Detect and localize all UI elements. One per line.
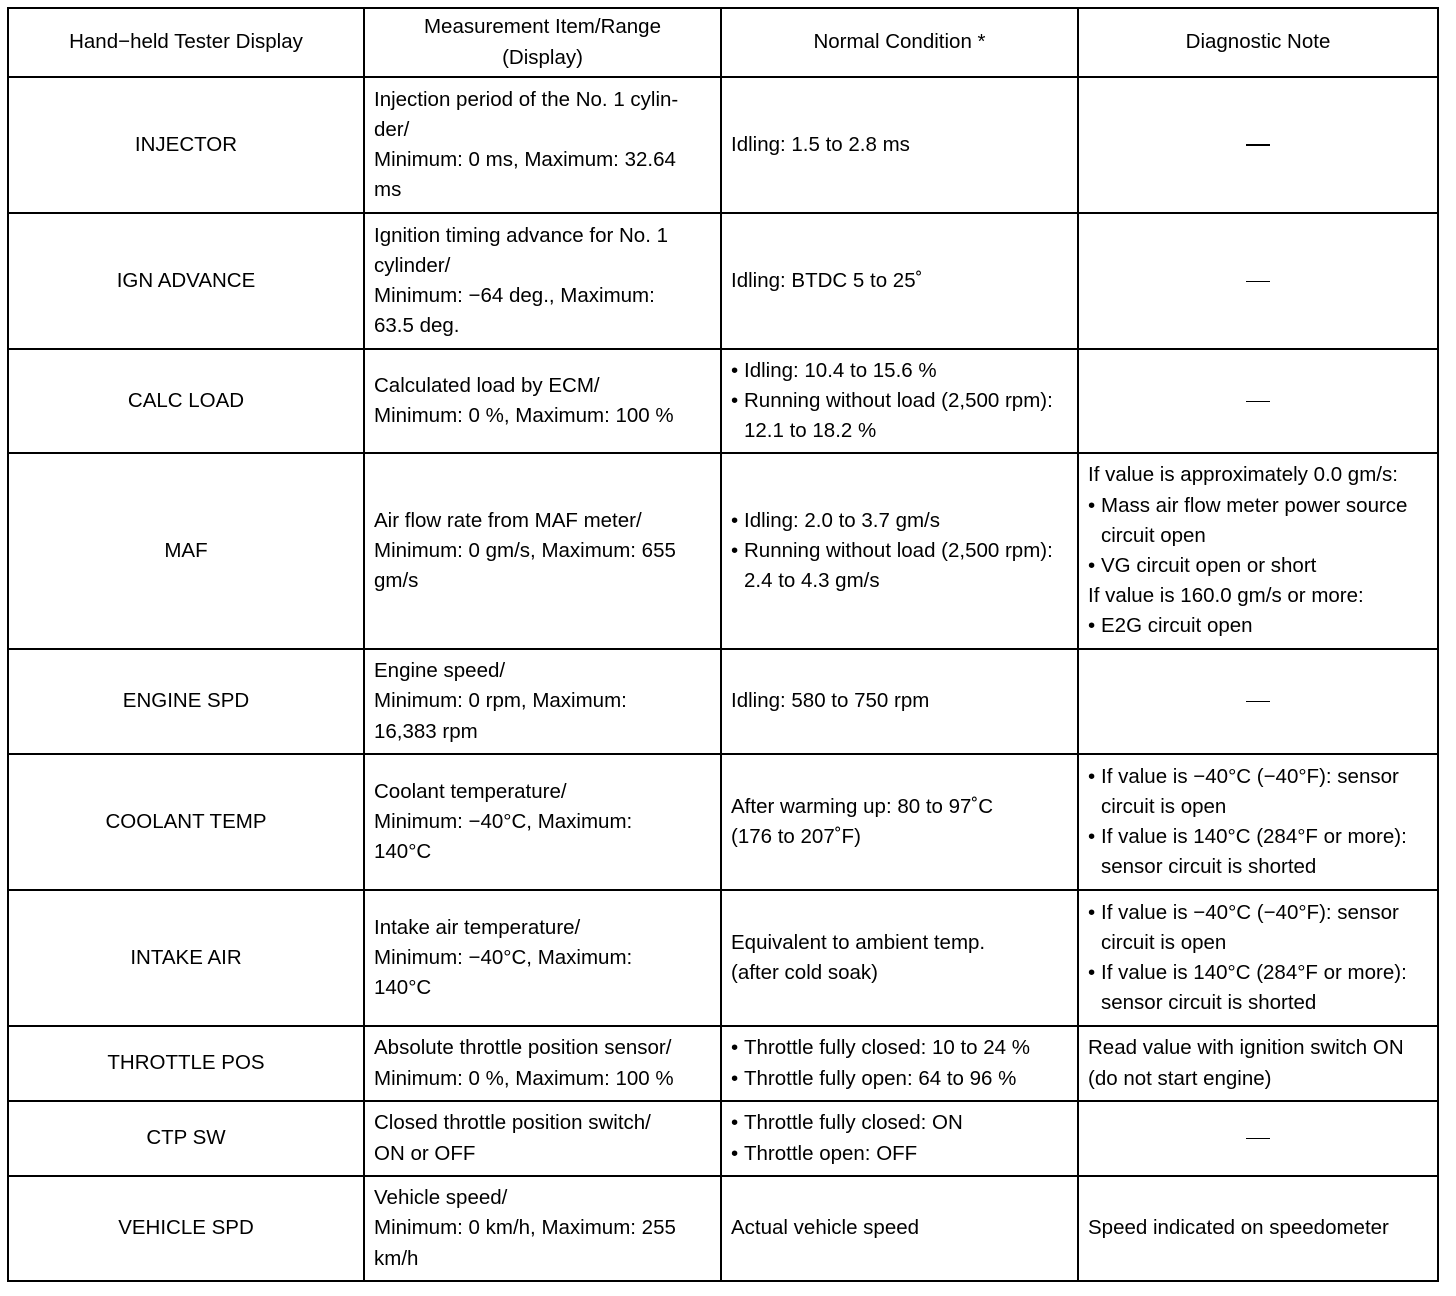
diagnostic-note-cell xyxy=(1078,649,1438,754)
measurement-item-cell: Intake air temperature/ Minimum: −40°C, Maximum: 140°C xyxy=(364,890,721,1026)
list-item: • If value is 140°C (284°F or more): sensor circuit is shorted xyxy=(1088,822,1428,882)
list-item: • If value is −40°C (−40°F): sensor circuit is open xyxy=(1088,762,1428,822)
list-item: • If value is 140°C (284°F or more): sensor circuit is shorted xyxy=(1088,958,1428,1018)
table-row xyxy=(8,754,1438,890)
normal-condition-cell: Actual vehicle speed xyxy=(721,1176,1078,1281)
tester-display-cell: CTP SW xyxy=(8,1101,364,1176)
dash-mark xyxy=(1246,401,1270,402)
header-diagnostic-note: Diagnostic Note xyxy=(1078,8,1438,77)
normal-condition-cell xyxy=(721,453,1078,649)
dash-mark xyxy=(1246,281,1270,282)
header-measurement-item: Measurement Item/Range (Display) xyxy=(364,8,721,77)
list-item: • Idling: 10.4 to 15.6 % xyxy=(731,356,1068,386)
table-row xyxy=(8,890,1438,1026)
list-item: • Throttle open: OFF xyxy=(731,1139,1068,1169)
table-row xyxy=(8,1101,1438,1176)
measurement-item-cell: Ignition timing advance for No. 1 cylinder/ Minimum: −64 deg., Maximum: 63.5 deg. xyxy=(364,213,721,349)
diagnostic-note-cell xyxy=(1078,213,1438,349)
list-item: • Throttle fully open: 64 to 96 % xyxy=(731,1064,1068,1094)
diagnostic-note-cell xyxy=(1078,754,1438,890)
tester-display-cell: INTAKE AIR xyxy=(8,890,364,1026)
list-item: • If value is −40°C (−40°F): sensor circuit is open xyxy=(1088,898,1428,958)
note-intro: If value is 160.0 gm/s or more: xyxy=(1088,584,1364,608)
list-item: • Throttle fully closed: 10 to 24 % xyxy=(731,1033,1068,1063)
diagnostic-note-cell xyxy=(1078,1101,1438,1176)
table-row xyxy=(8,1026,1438,1101)
diagnostic-note-cell xyxy=(1078,453,1438,649)
diagnostic-note-cell: Read value with ignition switch ON (do not start engine) xyxy=(1078,1026,1438,1101)
normal-condition-cell xyxy=(721,1101,1078,1176)
tester-display-cell: INJECTOR xyxy=(8,77,364,213)
tester-display-cell: CALC LOAD xyxy=(8,349,364,453)
table-row xyxy=(8,77,1438,213)
measurement-item-cell: Calculated load by ECM/ Minimum: 0 %, Maximum: 100 % xyxy=(364,349,721,453)
diagnostic-note-cell xyxy=(1078,349,1438,453)
header-tester-display: Hand−held Tester Display xyxy=(8,8,364,77)
diagnostic-note-cell xyxy=(1078,77,1438,213)
measurement-item-cell: Closed throttle position switch/ ON or OFF xyxy=(364,1101,721,1176)
normal-condition-cell: Equivalent to ambient temp. (after cold soak) xyxy=(721,890,1078,1026)
normal-condition-cell: After warming up: 80 to 97˚C (176 to 207˚F) xyxy=(721,754,1078,890)
table-row xyxy=(8,1176,1438,1281)
normal-condition-cell xyxy=(721,1026,1078,1101)
list-item: • Running without load (2,500 rpm): 2.4 to 4.3 gm/s xyxy=(731,536,1068,596)
tester-display-cell: ENGINE SPD xyxy=(8,649,364,754)
normal-condition-cell: Idling: 1.5 to 2.8 ms xyxy=(721,77,1078,213)
tester-display-cell: VEHICLE SPD xyxy=(8,1176,364,1281)
tester-display-cell: MAF xyxy=(8,453,364,649)
header-normal-condition: Normal Condition * xyxy=(721,8,1078,77)
measurement-item-cell: Coolant temperature/ Minimum: −40°C, Maximum: 140°C xyxy=(364,754,721,890)
measurement-item-cell: Engine speed/ Minimum: 0 rpm, Maximum: 16,383 rpm xyxy=(364,649,721,754)
measurement-item-cell: Air flow rate from MAF meter/ Minimum: 0 gm/s, Maximum: 655 gm/s xyxy=(364,453,721,649)
normal-condition-cell: Idling: BTDC 5 to 25˚ xyxy=(721,213,1078,349)
list-item: • Throttle fully closed: ON xyxy=(731,1108,1068,1138)
dash-mark xyxy=(1246,1138,1270,1139)
tester-display-cell: COOLANT TEMP xyxy=(8,754,364,890)
tester-display-cell: IGN ADVANCE xyxy=(8,213,364,349)
tester-display-cell: THROTTLE POS xyxy=(8,1026,364,1101)
list-item: • Running without load (2,500 rpm): 12.1 to 18.2 % xyxy=(731,386,1068,446)
table-row xyxy=(8,453,1438,649)
list-item: • Mass air flow meter power source circuit open xyxy=(1088,491,1428,551)
dash-mark xyxy=(1246,144,1270,146)
header-row xyxy=(8,8,1438,77)
list-item: • Idling: 2.0 to 3.7 gm/s xyxy=(731,506,1068,536)
normal-condition-cell xyxy=(721,349,1078,453)
measurement-item-cell: Absolute throttle position sensor/ Minimum: 0 %, Maximum: 100 % xyxy=(364,1026,721,1101)
diagnostic-note-cell: Speed indicated on speedometer xyxy=(1078,1176,1438,1281)
dash-mark xyxy=(1246,701,1270,702)
note-intro: If value is approximately 0.0 gm/s: xyxy=(1088,463,1398,487)
measurement-item-cell: Injection period of the No. 1 cylin- der/ Minimum: 0 ms, Maximum: 32.64 ms xyxy=(364,77,721,213)
table-row xyxy=(8,349,1438,453)
normal-condition-cell: Idling: 580 to 750 rpm xyxy=(721,649,1078,754)
diagnostic-note-cell xyxy=(1078,890,1438,1026)
table-row xyxy=(8,213,1438,349)
list-item: • E2G circuit open xyxy=(1088,611,1428,641)
list-item: • VG circuit open or short xyxy=(1088,551,1428,581)
data-list-table xyxy=(7,7,1439,1282)
measurement-item-cell: Vehicle speed/ Minimum: 0 km/h, Maximum: 255 km/h xyxy=(364,1176,721,1281)
table-row xyxy=(8,649,1438,754)
